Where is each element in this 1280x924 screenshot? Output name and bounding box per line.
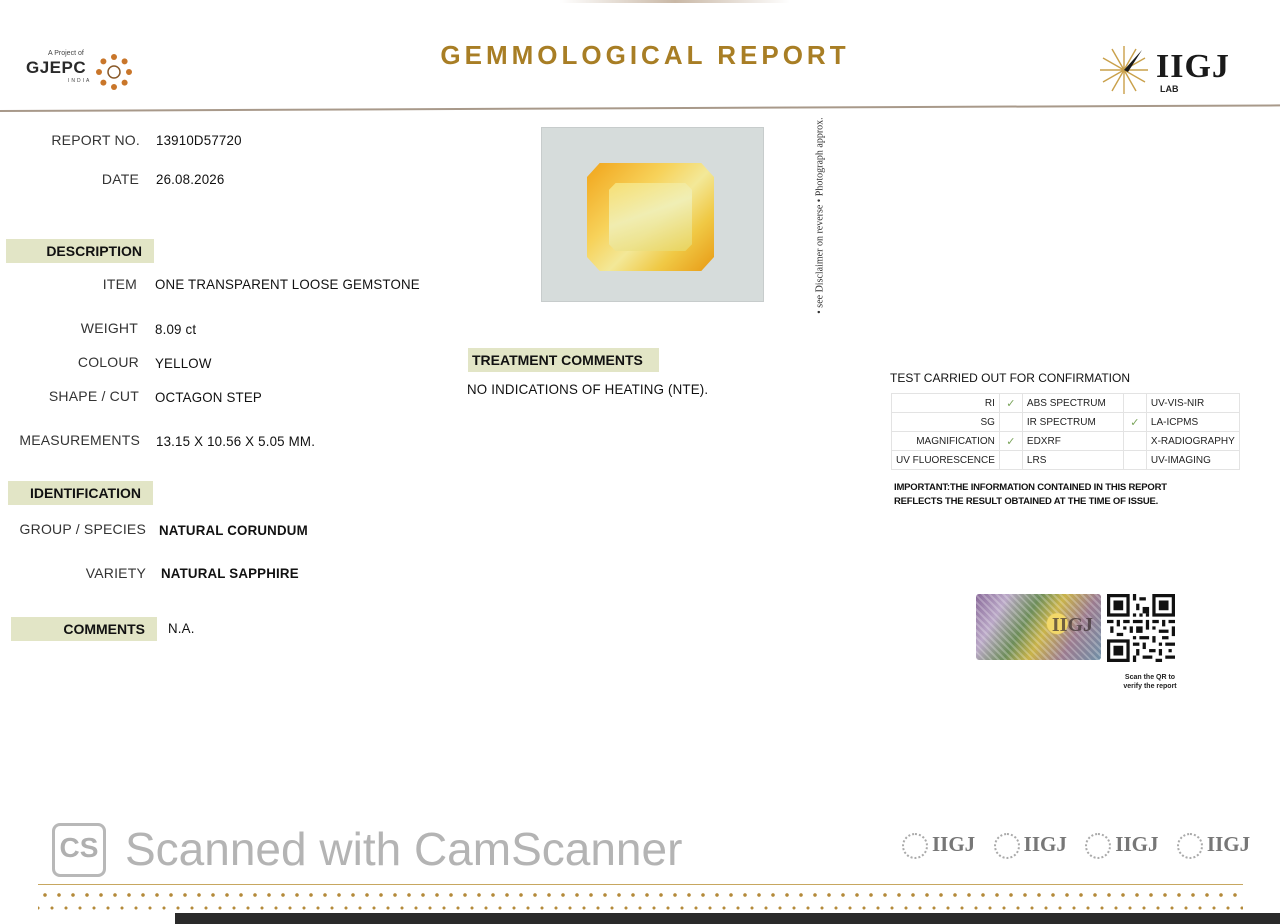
test-name: LA-ICPMS	[1146, 413, 1239, 432]
check-icon	[1123, 451, 1146, 470]
qr-caption	[1115, 673, 1185, 691]
test-name: IR SPECTRUM	[1022, 413, 1123, 432]
test-name: LRS	[1022, 451, 1123, 470]
group-label: GROUP / SPECIES	[19, 521, 146, 537]
test-name: ABS SPECTRUM	[1022, 394, 1123, 413]
test-name: RI	[892, 394, 1000, 413]
tests-table	[891, 393, 1240, 470]
iigj-wordmark: IIGJ	[1156, 48, 1230, 85]
sunburst-icon	[1098, 44, 1150, 96]
sunburst-icon	[1085, 833, 1111, 859]
shape-value: OCTAGON STEP	[155, 389, 262, 405]
treatment-value: NO INDICATIONS OF HEATING (NTE).	[467, 381, 709, 397]
qr-caption-line1: Scan the QR to	[1124, 674, 1176, 681]
check-icon	[1123, 432, 1146, 451]
gemstone-image	[587, 163, 714, 271]
gjepc-tagline: A Project of	[48, 50, 84, 57]
top-edge-sliver	[560, 0, 790, 3]
qr-caption-line2: verify the report	[1123, 683, 1177, 690]
test-name: UV FLUORESCENCE	[892, 451, 1000, 470]
gjepc-country: INDIA	[68, 78, 92, 84]
footer-logos	[902, 832, 1264, 859]
colour-label: COLOUR	[77, 354, 139, 370]
header-rule	[0, 104, 1280, 112]
iigj-sub: LAB	[1160, 84, 1179, 94]
photo-disclaimer-note: • see Disclaimer on reverse • Photograph approx.	[814, 117, 826, 314]
comments-section-label: COMMENTS	[11, 617, 157, 641]
item-value: ONE TRANSPARENT LOOSE GEMSTONE	[155, 276, 420, 292]
tests-row	[892, 432, 1240, 451]
footer-logo	[994, 832, 1067, 859]
test-name: MAGNIFICATION	[892, 432, 1000, 451]
treatment-section-label: TREATMENT COMMENTS	[468, 348, 659, 372]
description-section-label: DESCRIPTION	[6, 239, 154, 263]
scan-edge	[175, 913, 1280, 924]
important-note: IMPORTANT:THE INFORMATION CONTAINED IN THIS REPORT REFLECTS THE RESULT OBTAINED AT THE TIME OF ISSUE.	[894, 482, 1167, 507]
footer-logo	[1085, 832, 1158, 859]
weight-label: WEIGHT	[80, 320, 138, 336]
identification-section-label: IDENTIFICATION	[8, 481, 153, 505]
report-no-value: 13910D57720	[156, 132, 242, 148]
iigj-logo	[1098, 40, 1238, 98]
comments-value: N.A.	[168, 620, 195, 636]
test-name: X-RADIOGRAPHY	[1146, 432, 1239, 451]
footer-logo-text: IIGJ	[1023, 832, 1067, 856]
sunburst-icon	[902, 833, 928, 859]
measurements-label: MEASUREMENTS	[19, 432, 140, 448]
check-icon	[999, 451, 1022, 470]
tests-row	[892, 413, 1240, 432]
item-label: ITEM	[102, 276, 137, 292]
check-icon: ✓	[1123, 413, 1146, 432]
tests-row	[892, 451, 1240, 470]
date-value: 26.08.2026	[156, 171, 225, 187]
check-icon	[1123, 394, 1146, 413]
variety-value: NATURAL SAPPHIRE	[161, 565, 299, 581]
test-name: UV-IMAGING	[1146, 451, 1239, 470]
footer-logo	[1177, 832, 1250, 859]
footer-logo-text: IIGJ	[1115, 832, 1159, 856]
weight-value: 8.09 ct	[155, 321, 197, 337]
qr-code-icon[interactable]	[1107, 594, 1175, 662]
group-value: NATURAL CORUNDUM	[159, 522, 308, 538]
gemstone-photo	[541, 127, 764, 302]
measurements-value: 13.15 X 10.56 X 5.05 MM.	[156, 433, 316, 449]
shape-label: SHAPE / CUT	[48, 388, 139, 404]
colour-value: YELLOW	[155, 355, 212, 371]
hologram-text: IIGJ	[1051, 614, 1093, 636]
footer-logo	[902, 832, 975, 859]
camscanner-badge-icon: CS	[52, 823, 106, 877]
check-icon	[999, 413, 1022, 432]
footer-logo-text: IIGJ	[932, 832, 976, 856]
gjepc-wordmark: GJEPC	[26, 58, 87, 77]
tests-heading: TEST CARRIED OUT FOR CONFIRMATION	[890, 371, 1131, 385]
test-name: EDXRF	[1022, 432, 1123, 451]
check-icon: ✓	[999, 394, 1022, 413]
sunburst-icon	[1177, 833, 1203, 859]
camscanner-watermark: Scanned with CamScanner	[125, 823, 683, 875]
tests-row	[892, 394, 1240, 413]
hologram-sticker	[976, 594, 1101, 660]
variety-label: VARIETY	[85, 565, 146, 581]
report-no-label: REPORT NO.	[51, 132, 140, 148]
test-name: UV-VIS-NIR	[1146, 394, 1239, 413]
footer-logo-text: IIGJ	[1206, 832, 1251, 856]
report-title: GEMMOLOGICAL REPORT	[440, 40, 850, 70]
test-name: SG	[892, 413, 1000, 432]
sunburst-icon	[994, 833, 1020, 859]
date-label: DATE	[101, 171, 139, 187]
check-icon: ✓	[999, 432, 1022, 451]
